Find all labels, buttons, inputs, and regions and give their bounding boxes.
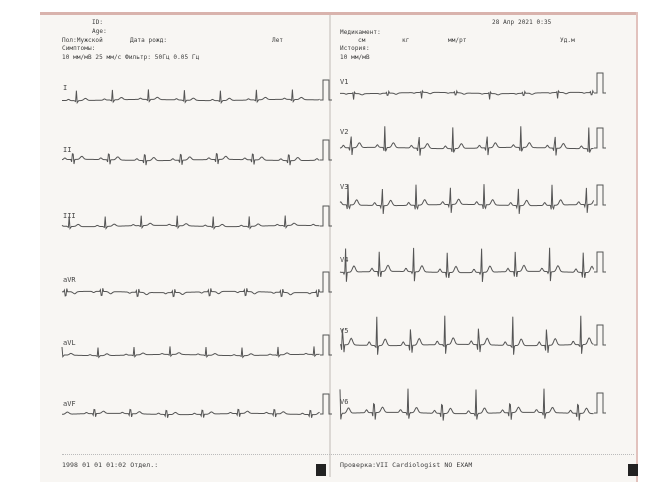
lead-label-V3: V3 [340, 183, 349, 191]
trace-V1 [340, 91, 594, 100]
print-marker [628, 464, 638, 476]
lead-label-V2: V2 [340, 128, 349, 136]
calibration-pulse [594, 185, 606, 205]
trace-V5 [340, 316, 594, 355]
years-label: Лет [272, 37, 284, 44]
calibration-pulse [320, 272, 332, 292]
lead-label-V4: V4 [340, 256, 349, 264]
age-label: Age: [92, 28, 107, 35]
sex-label: Пол:Мужской [62, 37, 103, 44]
lead-label-V5: V5 [340, 327, 349, 335]
calibration-pulse [594, 325, 606, 345]
calibration-pulse [320, 80, 332, 100]
heart-rate-unit: Уд.м [560, 37, 575, 44]
lead-label-III: III [63, 212, 76, 220]
calibration-pulse [320, 394, 332, 414]
medication-label: Медикамент: [340, 29, 381, 36]
calibration-pulse [594, 393, 606, 413]
print-marker [316, 464, 326, 476]
calibration-pulse [320, 335, 332, 355]
lead-label-V1: V1 [340, 78, 349, 86]
lead-label-aVL: aVL [63, 339, 76, 347]
scale-label: 10 мм/мВ [340, 54, 370, 61]
trace-aVF [62, 409, 320, 417]
trace-aVL [62, 346, 320, 357]
weight-unit: кг [402, 37, 410, 44]
trace-III [62, 216, 320, 229]
lead-label-I: I [63, 84, 68, 92]
lead-label-aVF: aVF [63, 400, 76, 408]
trace-V2 [340, 126, 594, 155]
trace-I [62, 89, 320, 102]
footer-right: Проверка:VII Cardiologist NO EXAM [340, 461, 473, 469]
bp-unit: мм/рт [448, 37, 467, 44]
calibration-pulse [594, 252, 606, 272]
trace-II [62, 154, 320, 166]
history-label: История: [340, 45, 370, 52]
height-unit: см [358, 37, 366, 44]
recording-settings: 10 мм/мВ 25 мм/с Фильтр: 50Гц 0.05 Гц [62, 54, 200, 61]
record-date: 28 Апр 2021 0:35 [492, 19, 552, 26]
birth-label: Дата рожд: [130, 37, 168, 44]
trace-V4 [340, 248, 594, 282]
lead-label-aVR: aVR [63, 276, 76, 284]
lead-label-V6: V6 [340, 398, 349, 406]
calibration-pulse [320, 140, 332, 160]
footer-left: 1998 01 01 01:02 Отдел.: [62, 461, 159, 469]
calibration-pulse [320, 206, 332, 226]
calibration-pulse [594, 73, 606, 93]
trace-aVR [62, 288, 320, 296]
id-label: ID: [92, 19, 104, 26]
trace-V3 [340, 184, 594, 214]
symptoms-label: Симптомы: [62, 45, 96, 52]
trace-V6 [340, 389, 594, 421]
calibration-pulse [594, 128, 606, 148]
footer-divider [62, 454, 634, 455]
lead-label-II: II [63, 146, 72, 154]
